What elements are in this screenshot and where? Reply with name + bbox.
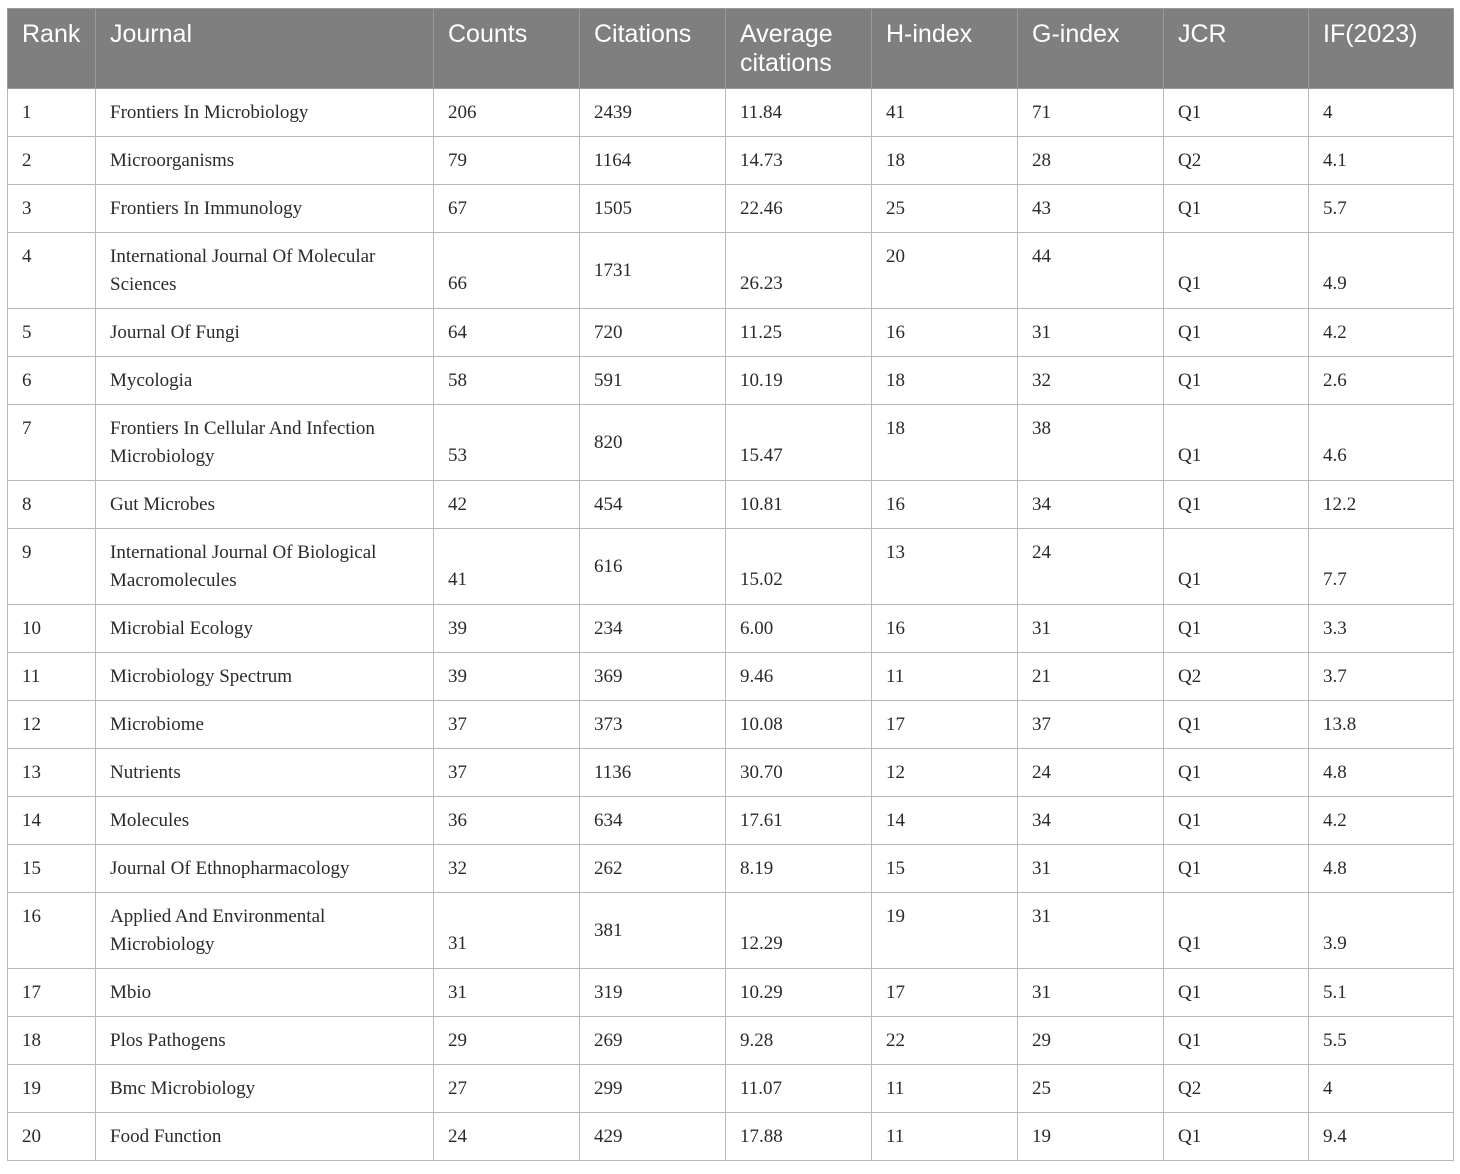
cell-h-index: 16 (872, 309, 1018, 357)
cell-citations: 1731 (580, 233, 726, 309)
cell-impact-factor: 3.3 (1309, 605, 1454, 653)
cell-average-citations: 14.73 (726, 137, 872, 185)
cell-counts: 27 (434, 1065, 580, 1113)
cell-citations: 634 (580, 797, 726, 845)
cell-journal: Microbiology Spectrum (96, 653, 434, 701)
header-citations: Citations (580, 9, 726, 89)
cell-rank: 2 (8, 137, 96, 185)
cell-jcr: Q1 (1164, 89, 1309, 137)
cell-jcr: Q1 (1164, 405, 1309, 481)
cell-jcr: Q2 (1164, 137, 1309, 185)
cell-h-index: 20 (872, 233, 1018, 309)
cell-counts: 41 (434, 529, 580, 605)
cell-g-index: 38 (1018, 405, 1164, 481)
cell-impact-factor: 2.6 (1309, 357, 1454, 405)
table-row (8, 845, 1454, 893)
table-row (8, 137, 1454, 185)
cell-jcr: Q2 (1164, 1065, 1309, 1113)
cell-g-index: 31 (1018, 309, 1164, 357)
cell-rank: 19 (8, 1065, 96, 1113)
cell-journal: Applied And Environmental Microbiology (96, 893, 434, 969)
cell-impact-factor: 4.9 (1309, 233, 1454, 309)
cell-jcr: Q1 (1164, 529, 1309, 605)
cell-impact-factor: 12.2 (1309, 481, 1454, 529)
cell-counts: 206 (434, 89, 580, 137)
cell-rank: 15 (8, 845, 96, 893)
cell-impact-factor: 5.5 (1309, 1017, 1454, 1065)
cell-rank: 18 (8, 1017, 96, 1065)
cell-average-citations: 11.07 (726, 1065, 872, 1113)
cell-citations: 234 (580, 605, 726, 653)
cell-rank: 16 (8, 893, 96, 969)
cell-impact-factor: 7.7 (1309, 529, 1454, 605)
cell-g-index: 28 (1018, 137, 1164, 185)
cell-jcr: Q1 (1164, 969, 1309, 1017)
cell-rank: 11 (8, 653, 96, 701)
cell-rank: 3 (8, 185, 96, 233)
cell-counts: 42 (434, 481, 580, 529)
cell-average-citations: 10.29 (726, 969, 872, 1017)
cell-average-citations: 9.46 (726, 653, 872, 701)
cell-journal: Bmc Microbiology (96, 1065, 434, 1113)
cell-rank: 9 (8, 529, 96, 605)
cell-h-index: 22 (872, 1017, 1018, 1065)
header-journal: Journal (96, 9, 434, 89)
header-h-index: H-index (872, 9, 1018, 89)
cell-impact-factor: 4 (1309, 1065, 1454, 1113)
cell-impact-factor: 3.9 (1309, 893, 1454, 969)
cell-impact-factor: 4.8 (1309, 749, 1454, 797)
cell-average-citations: 15.47 (726, 405, 872, 481)
header-counts: Counts (434, 9, 580, 89)
cell-citations: 454 (580, 481, 726, 529)
cell-g-index: 44 (1018, 233, 1164, 309)
header-g-index: G-index (1018, 9, 1164, 89)
cell-jcr: Q1 (1164, 233, 1309, 309)
cell-counts: 53 (434, 405, 580, 481)
cell-counts: 39 (434, 605, 580, 653)
cell-citations: 1136 (580, 749, 726, 797)
cell-average-citations: 11.25 (726, 309, 872, 357)
header-jcr: JCR (1164, 9, 1309, 89)
cell-h-index: 17 (872, 969, 1018, 1017)
cell-jcr: Q1 (1164, 357, 1309, 405)
table-row (8, 749, 1454, 797)
cell-impact-factor: 4.8 (1309, 845, 1454, 893)
cell-jcr: Q1 (1164, 893, 1309, 969)
cell-counts: 37 (434, 701, 580, 749)
cell-h-index: 18 (872, 137, 1018, 185)
cell-impact-factor: 4.1 (1309, 137, 1454, 185)
cell-rank: 5 (8, 309, 96, 357)
cell-h-index: 19 (872, 893, 1018, 969)
cell-jcr: Q1 (1164, 749, 1309, 797)
cell-counts: 32 (434, 845, 580, 893)
cell-g-index: 37 (1018, 701, 1164, 749)
cell-g-index: 31 (1018, 845, 1164, 893)
cell-g-index: 43 (1018, 185, 1164, 233)
cell-journal: Molecules (96, 797, 434, 845)
cell-jcr: Q1 (1164, 605, 1309, 653)
cell-average-citations: 10.81 (726, 481, 872, 529)
cell-citations: 319 (580, 969, 726, 1017)
cell-citations: 820 (580, 405, 726, 481)
cell-average-citations: 8.19 (726, 845, 872, 893)
cell-g-index: 29 (1018, 1017, 1164, 1065)
table-row (8, 529, 1454, 605)
cell-average-citations: 22.46 (726, 185, 872, 233)
table-row (8, 653, 1454, 701)
cell-rank: 14 (8, 797, 96, 845)
cell-g-index: 24 (1018, 529, 1164, 605)
cell-counts: 31 (434, 893, 580, 969)
cell-journal: Microbiome (96, 701, 434, 749)
cell-journal: Mycologia (96, 357, 434, 405)
table-row (8, 89, 1454, 137)
cell-counts: 67 (434, 185, 580, 233)
cell-journal: Journal Of Ethnopharmacology (96, 845, 434, 893)
cell-citations: 591 (580, 357, 726, 405)
cell-rank: 12 (8, 701, 96, 749)
cell-citations: 373 (580, 701, 726, 749)
cell-journal: Frontiers In Immunology (96, 185, 434, 233)
table-row (8, 481, 1454, 529)
cell-citations: 1505 (580, 185, 726, 233)
table-row (8, 405, 1454, 481)
cell-average-citations: 15.02 (726, 529, 872, 605)
header-row (8, 9, 1454, 89)
cell-g-index: 31 (1018, 893, 1164, 969)
cell-h-index: 11 (872, 1065, 1018, 1113)
cell-impact-factor: 4 (1309, 89, 1454, 137)
cell-h-index: 15 (872, 845, 1018, 893)
cell-average-citations: 30.70 (726, 749, 872, 797)
cell-jcr: Q1 (1164, 797, 1309, 845)
cell-average-citations: 17.61 (726, 797, 872, 845)
cell-journal: Frontiers In Microbiology (96, 89, 434, 137)
table-row (8, 309, 1454, 357)
cell-rank: 20 (8, 1113, 96, 1161)
cell-h-index: 16 (872, 605, 1018, 653)
cell-h-index: 11 (872, 1113, 1018, 1161)
cell-counts: 64 (434, 309, 580, 357)
table-row (8, 1017, 1454, 1065)
table-body (8, 89, 1454, 1161)
table-header (8, 9, 1454, 89)
cell-jcr: Q1 (1164, 845, 1309, 893)
cell-jcr: Q1 (1164, 1017, 1309, 1065)
cell-counts: 66 (434, 233, 580, 309)
cell-average-citations: 11.84 (726, 89, 872, 137)
header-rank: Rank (8, 9, 96, 89)
cell-average-citations: 17.88 (726, 1113, 872, 1161)
cell-impact-factor: 13.8 (1309, 701, 1454, 749)
cell-h-index: 16 (872, 481, 1018, 529)
cell-h-index: 12 (872, 749, 1018, 797)
cell-counts: 39 (434, 653, 580, 701)
cell-impact-factor: 5.1 (1309, 969, 1454, 1017)
cell-h-index: 25 (872, 185, 1018, 233)
cell-g-index: 34 (1018, 481, 1164, 529)
cell-citations: 1164 (580, 137, 726, 185)
cell-h-index: 18 (872, 405, 1018, 481)
cell-rank: 10 (8, 605, 96, 653)
cell-jcr: Q1 (1164, 185, 1309, 233)
cell-rank: 7 (8, 405, 96, 481)
cell-journal: Gut Microbes (96, 481, 434, 529)
table-row (8, 797, 1454, 845)
cell-impact-factor: 4.6 (1309, 405, 1454, 481)
cell-h-index: 13 (872, 529, 1018, 605)
cell-impact-factor: 3.7 (1309, 653, 1454, 701)
cell-counts: 31 (434, 969, 580, 1017)
cell-journal: Mbio (96, 969, 434, 1017)
cell-h-index: 17 (872, 701, 1018, 749)
cell-jcr: Q1 (1164, 701, 1309, 749)
cell-jcr: Q1 (1164, 481, 1309, 529)
cell-g-index: 71 (1018, 89, 1164, 137)
cell-counts: 36 (434, 797, 580, 845)
cell-average-citations: 10.19 (726, 357, 872, 405)
cell-average-citations: 9.28 (726, 1017, 872, 1065)
cell-journal: Plos Pathogens (96, 1017, 434, 1065)
cell-g-index: 24 (1018, 749, 1164, 797)
cell-g-index: 21 (1018, 653, 1164, 701)
cell-impact-factor: 4.2 (1309, 309, 1454, 357)
cell-jcr: Q2 (1164, 653, 1309, 701)
cell-citations: 299 (580, 1065, 726, 1113)
cell-average-citations: 10.08 (726, 701, 872, 749)
cell-rank: 4 (8, 233, 96, 309)
cell-rank: 1 (8, 89, 96, 137)
header-average-citations: Average citations (726, 9, 872, 89)
cell-jcr: Q1 (1164, 309, 1309, 357)
table-row (8, 969, 1454, 1017)
table-row (8, 893, 1454, 969)
cell-impact-factor: 4.2 (1309, 797, 1454, 845)
cell-rank: 17 (8, 969, 96, 1017)
cell-h-index: 11 (872, 653, 1018, 701)
cell-average-citations: 6.00 (726, 605, 872, 653)
cell-journal: Microbial Ecology (96, 605, 434, 653)
cell-citations: 369 (580, 653, 726, 701)
cell-h-index: 41 (872, 89, 1018, 137)
cell-rank: 6 (8, 357, 96, 405)
table-row (8, 701, 1454, 749)
cell-citations: 720 (580, 309, 726, 357)
cell-citations: 429 (580, 1113, 726, 1161)
cell-rank: 13 (8, 749, 96, 797)
cell-journal: Frontiers In Cellular And Infection Microbiology (96, 405, 434, 481)
journals-table (7, 8, 1454, 1161)
cell-jcr: Q1 (1164, 1113, 1309, 1161)
cell-citations: 262 (580, 845, 726, 893)
cell-journal: Microorganisms (96, 137, 434, 185)
cell-h-index: 14 (872, 797, 1018, 845)
cell-counts: 79 (434, 137, 580, 185)
cell-citations: 269 (580, 1017, 726, 1065)
header-impact-factor: IF(2023) (1309, 9, 1454, 89)
cell-journal: Journal Of Fungi (96, 309, 434, 357)
table-row (8, 1113, 1454, 1161)
cell-g-index: 19 (1018, 1113, 1164, 1161)
cell-counts: 24 (434, 1113, 580, 1161)
cell-g-index: 31 (1018, 605, 1164, 653)
cell-rank: 8 (8, 481, 96, 529)
cell-journal: International Journal Of Molecular Sciences (96, 233, 434, 309)
cell-counts: 58 (434, 357, 580, 405)
cell-impact-factor: 9.4 (1309, 1113, 1454, 1161)
table-row (8, 357, 1454, 405)
table-row (8, 1065, 1454, 1113)
cell-counts: 37 (434, 749, 580, 797)
cell-journal: International Journal Of Biological Macromolecules (96, 529, 434, 605)
cell-h-index: 18 (872, 357, 1018, 405)
cell-average-citations: 26.23 (726, 233, 872, 309)
cell-g-index: 31 (1018, 969, 1164, 1017)
cell-journal: Food Function (96, 1113, 434, 1161)
table-row (8, 185, 1454, 233)
cell-citations: 616 (580, 529, 726, 605)
cell-impact-factor: 5.7 (1309, 185, 1454, 233)
cell-citations: 381 (580, 893, 726, 969)
cell-counts: 29 (434, 1017, 580, 1065)
table-row (8, 233, 1454, 309)
cell-journal: Nutrients (96, 749, 434, 797)
cell-g-index: 34 (1018, 797, 1164, 845)
table-row (8, 605, 1454, 653)
cell-g-index: 32 (1018, 357, 1164, 405)
cell-average-citations: 12.29 (726, 893, 872, 969)
cell-g-index: 25 (1018, 1065, 1164, 1113)
cell-citations: 2439 (580, 89, 726, 137)
